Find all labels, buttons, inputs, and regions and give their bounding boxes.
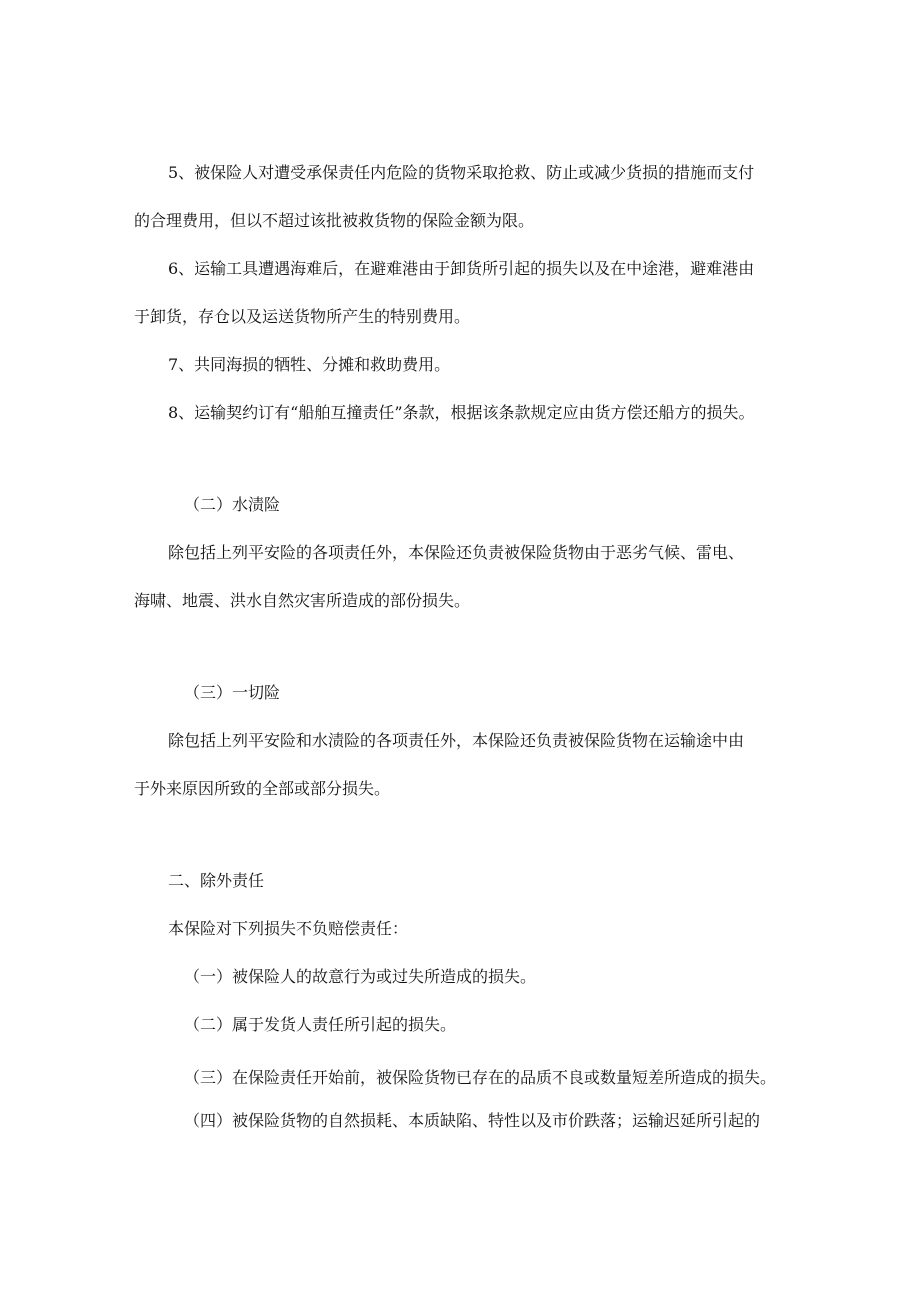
water-damage-line-2: 海啸、地震、洪水自然灾害所造成的部份损失。 [134, 591, 471, 610]
exclusion-item-1: （一）被保险人的故意行为或过失所造成的损失。 [184, 967, 537, 986]
clause-6-line-2: 于卸货，存仓以及运送货物所产生的特别费用。 [134, 307, 471, 326]
exclusion-item-4: （四）被保险货物的自然损耗、本质缺陷、特性以及市价跌落；运输迟延所引起的 [184, 1111, 761, 1130]
clause-8: 8、运输契约订有“船舶互撞责任”条款，根据该条款规定应由货方偿还船方的损失。 [168, 403, 755, 422]
clause-6-line-1: 6、运输工具遭遇海难后，在避难港由于卸货所引起的损失以及在中途港，避难港由 [168, 259, 755, 278]
all-risks-line-2: 于外来原因所致的全部或部分损失。 [134, 779, 391, 798]
clause-5-line-1: 5、被保险人对遭受承保责任内危险的货物采取抢救、防止或减少货损的措施而支付 [168, 163, 755, 182]
exclusion-item-2: （二）属于发货人责任所引起的损失。 [184, 1015, 457, 1034]
water-damage-line-1: 除包括上列平安险的各项责任外，本保险还负责被保险货物由于恶劣气候、雷电、 [168, 543, 745, 562]
section-heading-all-risks: （三）一切险 [184, 683, 281, 702]
exclusions-intro: 本保险对下列损失不负赔偿责任： [168, 919, 409, 938]
section-heading-water-damage: （二）水渍险 [184, 495, 281, 514]
clause-5-line-2: 的合理费用，但以不超过该批被救货物的保险金额为限。 [134, 211, 535, 230]
section-heading-exclusions: 二、除外责任 [168, 871, 265, 890]
clause-7: 7、共同海损的牺牲、分摊和救助费用。 [168, 355, 451, 374]
all-risks-line-1: 除包括上列平安险和水渍险的各项责任外，本保险还负责被保险货物在运输途中由 [168, 731, 745, 750]
exclusion-item-3: （三）在保险责任开始前，被保险货物已存在的品质不良或数量短差所造成的损失。 [184, 1068, 777, 1087]
